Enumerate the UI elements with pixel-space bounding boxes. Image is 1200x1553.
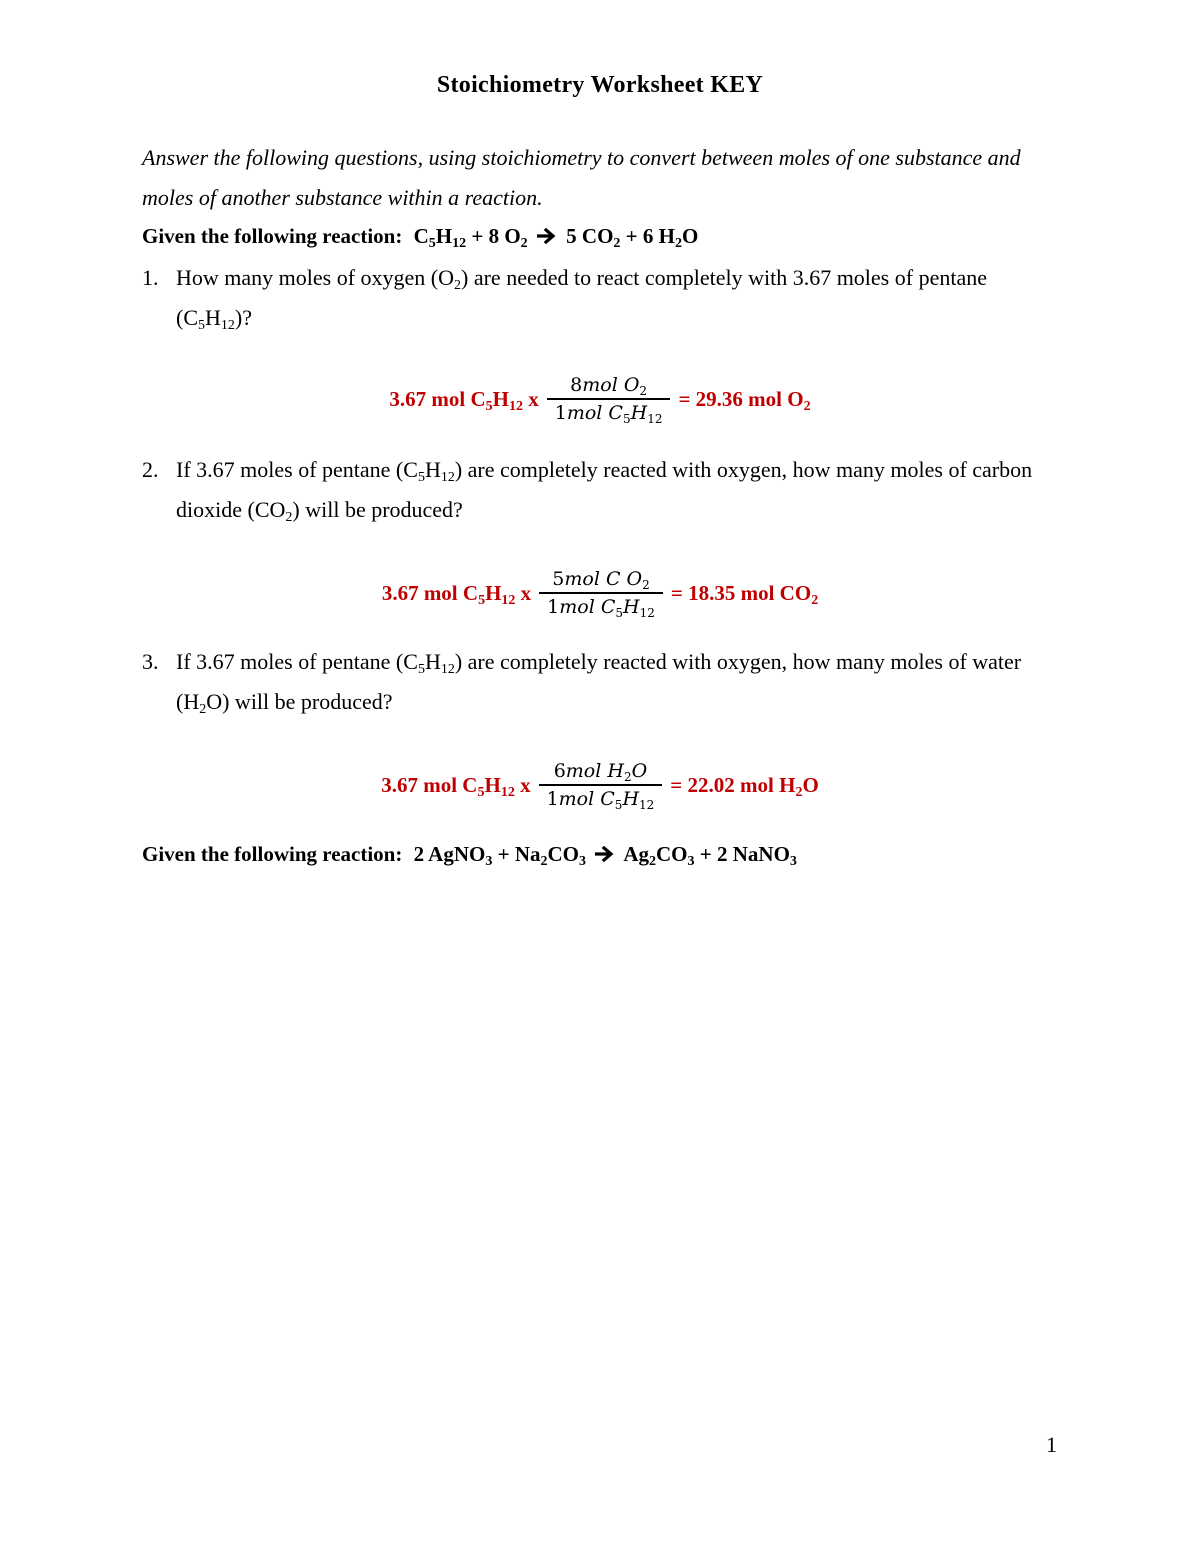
question-3-number: 3. — [142, 649, 159, 674]
answer-2-given: 3.67 mol $C_5H_{12}$ x — [381, 580, 532, 608]
question-1-text: How many moles of oxygen $(O_2)$ are needed to react completely with 3.67 moles of pentane $(C_5H_{12})$? — [176, 265, 987, 333]
answer-3-given: 3.67 mol $C_5H_{12}$ x — [381, 772, 531, 800]
answer-3-result: = 22.02 mol $H_2O$ — [670, 772, 819, 800]
answer-2-numerator: 5mol C $O_2$ — [539, 568, 663, 594]
answer-2 — [0, 558, 1200, 628]
answer-3 — [0, 750, 1200, 820]
question-1 — [142, 258, 1062, 338]
instructions: Answer the following questions, using stoichiometry to convert between moles of one substance and moles of another substance within a reaction. — [142, 145, 1021, 210]
question-2 — [142, 450, 1062, 530]
reaction-1-text: $C_5H_{12} + 8$ $O_2$ — [413, 224, 528, 251]
page-title: Stoichiometry Worksheet KEY — [436, 72, 764, 98]
answer-1-result: = 29.36 mol $O_2$ — [678, 386, 811, 414]
reaction-2-label: Given the following reaction: — [142, 842, 403, 866]
answer-1-denominator: 1mol $C_5H_{12}$ — [554, 402, 663, 426]
answer-1 — [0, 364, 1200, 434]
answer-2-denominator: 1mol $C_5H_{12}$ — [547, 596, 655, 620]
answer-3-numerator: 6mol $H_2O$ — [539, 760, 663, 786]
arrow-right-icon — [595, 846, 615, 862]
reaction-2-products: $Ag_2CO_3 + 2$ NaNO$_3$ — [623, 842, 797, 869]
answer-3-denominator: 1mol $C_5H_{12}$ — [546, 788, 655, 812]
page-number: 1 — [1046, 1432, 1057, 1457]
question-1-number: 1. — [142, 265, 159, 290]
answer-1-conversion-factor — [547, 374, 671, 424]
reaction-1-label: Given the following reaction: — [142, 224, 403, 248]
reaction-2 — [142, 842, 797, 867]
reaction-1-products: 5 $CO_2 + 6$ $H_2O$ — [566, 224, 699, 251]
question-2-text: If 3.67 moles of pentane $(C_5H_{12})$ are completely reacted with oxygen, how many moles of carbon dioxide $(CO_2)$ will be produced? — [176, 457, 1033, 525]
reaction-1 — [142, 224, 698, 249]
question-3 — [142, 642, 1062, 722]
question-3-text: If 3.67 moles of pentane $(C_5H_{12})$ are completely reacted with oxygen, how many moles of water $(H_2O)$ will be produced? — [176, 649, 1022, 717]
reaction-2-reactants: 2 AgNO$_3$ + $Na_2CO_3$ — [413, 842, 586, 869]
answer-1-given: 3.67 mol $C_5H_{12}$ x — [389, 386, 539, 414]
arrow-right-icon — [537, 228, 557, 244]
question-2-number: 2. — [142, 457, 159, 482]
answer-2-conversion-factor — [539, 568, 663, 618]
answer-3-conversion-factor — [539, 760, 663, 810]
answer-2-result: = 18.35 mol $CO_2$ — [670, 580, 819, 608]
answer-1-numerator: 8mol $O_2$ — [547, 374, 671, 400]
